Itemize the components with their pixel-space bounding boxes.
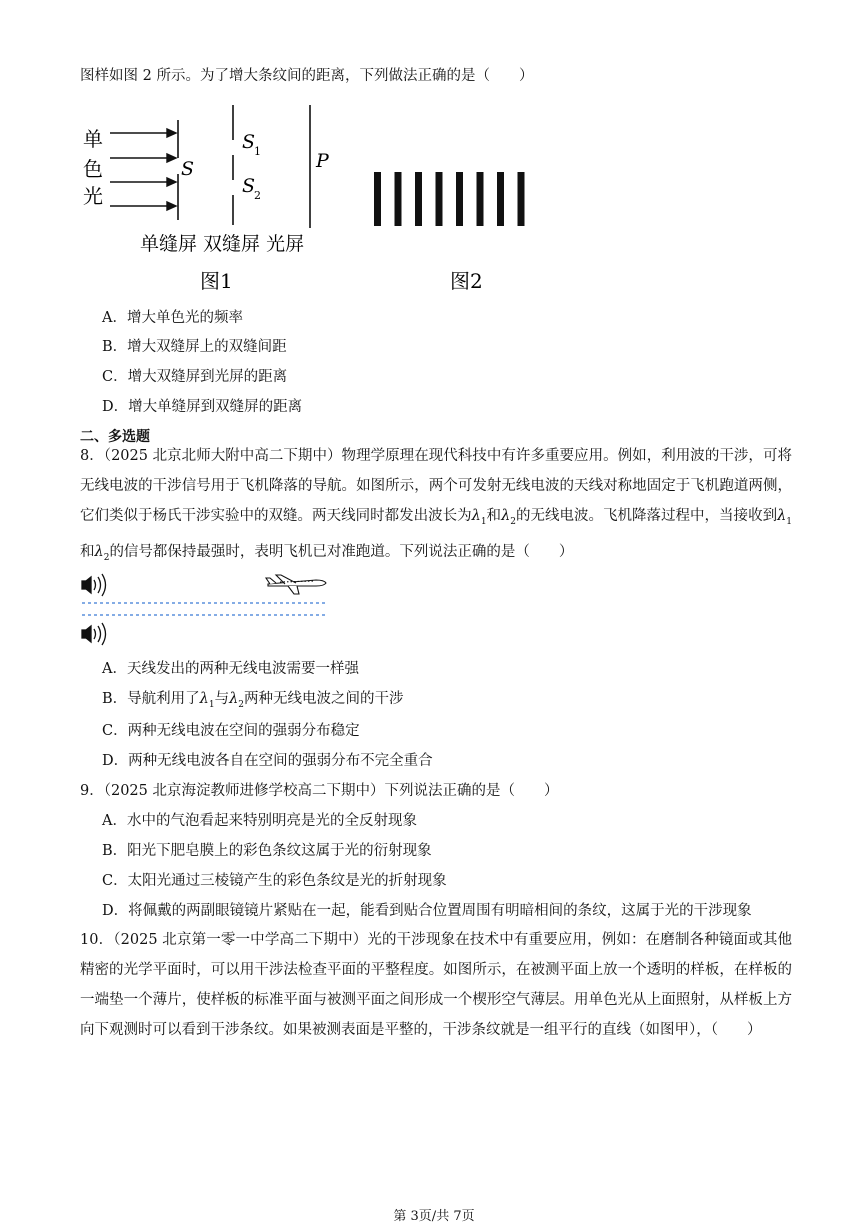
q8-stem-part1: 8．（2025 北京北师大附中高二下期中）物理学原理在现代科技中有许多重要应用。例如，利用波的干涉，可将无线电波的干涉信号用于飞机降落的导航。如图所示，两个可发射无线电波的天线对称地固定于飞机跑道两侧，它们类似于杨氏干涉实验中的双缝。两天线同时都发出波长为 (80, 448, 792, 524)
question-9-stem: 9．（2025 北京海淀教师进修学校高二下期中）下列说法正确的是（ ） (80, 783, 559, 799)
antenna-top-icon (82, 574, 106, 596)
q8-option-a[interactable]: A．天线发出的两种无线电波需要一样强 (102, 661, 359, 677)
slit-s-label: S (181, 158, 195, 180)
q8-stem-part2: 的无线电波。飞机降落过程中，当接收到 (516, 508, 778, 524)
light-label-1: 单 (83, 127, 103, 151)
interference-stripe (395, 172, 402, 226)
screen-p-label: P (316, 150, 329, 172)
light-label-2: 色 (83, 157, 103, 181)
q8-and-2: 和 (80, 543, 95, 560)
question-8-stem (80, 441, 792, 573)
slit-s2-label: S (242, 175, 256, 197)
interference-stripe (497, 172, 504, 226)
slit-s2-subscript: 2 (254, 189, 261, 202)
q7-option-c[interactable]: C．增大双缝屏到光屏的距离 (102, 369, 288, 385)
interference-stripe (456, 172, 463, 226)
question-10-stem: 10．（2025 北京第一零一中学高二下期中）光的干涉现象在技术中有重要应用，例如：在磨制各种镜面或其他精密的光学平面时，可以用干涉法检查平面的平整程度。如图所示，在被测平面上放一个透明的样板，在样板的一端垫一个薄片，使样板的标准平面与被测平面之间形成一个楔形空气薄层。用单色光从上面照射，从样板上方向下观测时可以看到干涉条纹。如果被测表面是平整的，干涉条纹就是一组平行的直线（如图甲），（ ） (80, 932, 792, 1038)
interference-stripe (477, 172, 484, 226)
lambda-1-option: $\lambda_1$ (199, 691, 215, 710)
double-slit-setup-figure (78, 100, 348, 300)
section-title: 二、多选题 (80, 429, 150, 445)
slit-s1-label: S (242, 131, 256, 153)
antenna-bottom-icon (82, 623, 106, 645)
light-label-3: 光 (83, 184, 103, 208)
lambda-1-b: $\lambda_1$ (777, 508, 793, 527)
q8-and-1: 和 (486, 508, 502, 524)
interference-stripe (415, 172, 422, 226)
q9-option-b[interactable]: B．阳光下肥皂膜上的彩色条纹这属于光的衍射现象 (102, 843, 432, 859)
interference-pattern-figure (368, 160, 548, 300)
q8-stem-part3: 的信号都保持最强时，表明飞机已对准跑道。下列说法正确的是（ ） (109, 543, 574, 560)
figure-2-caption: 图2 (450, 269, 483, 293)
q9-option-d[interactable]: D．将佩戴的两副眼镜镜片紧贴在一起，能看到贴合位置周围有明暗相间的条纹，这属于光的干涉现象 (102, 903, 752, 919)
interference-stripe (436, 172, 443, 226)
interference-stripe (518, 172, 525, 226)
q7-option-b[interactable]: B．增大双缝屏上的双缝间距 (102, 339, 287, 355)
q9-option-a[interactable]: A．水中的气泡看起来特别明亮是光的全反射现象 (102, 813, 417, 829)
page-footer: 第 3页/共 7页 (393, 1209, 475, 1224)
q9-option-c[interactable]: C．太阳光通过三棱镜产生的彩色条纹是光的折射现象 (102, 873, 447, 889)
screens-caption: 单缝屏 双缝屏 光屏 (140, 233, 305, 255)
question-7-stem-tail: 图样如图 2 所示。为了增大条纹间的距离，下列做法正确的是（ ） (80, 68, 534, 84)
lambda-2-option: $\lambda_2$ (229, 691, 245, 710)
lambda-2-b: $\lambda_2$ (94, 543, 110, 563)
figure-1-caption: 图1 (200, 269, 233, 293)
runway-antenna-figure (80, 570, 340, 650)
q8-option-b[interactable]: B．导航利用了$\lambda_1$与$\lambda_2$两种无线电波之间的干涉 (102, 691, 404, 710)
lambda-2: $\lambda_2$ (501, 508, 516, 527)
slit-s1-subscript: 1 (254, 145, 261, 158)
interference-stripe (374, 172, 381, 226)
airplane-icon (266, 575, 326, 594)
lambda-1: $\lambda_1$ (471, 508, 487, 527)
q7-option-a[interactable]: A．增大单色光的频率 (102, 310, 243, 326)
q8-option-c[interactable]: C．两种无线电波在空间的强弱分布稳定 (102, 723, 360, 739)
q7-option-d[interactable]: D．增大单缝屏到双缝屏的距离 (102, 399, 303, 415)
q8-option-d[interactable]: D．两种无线电波各自在空间的强弱分布不完全重合 (102, 753, 433, 769)
